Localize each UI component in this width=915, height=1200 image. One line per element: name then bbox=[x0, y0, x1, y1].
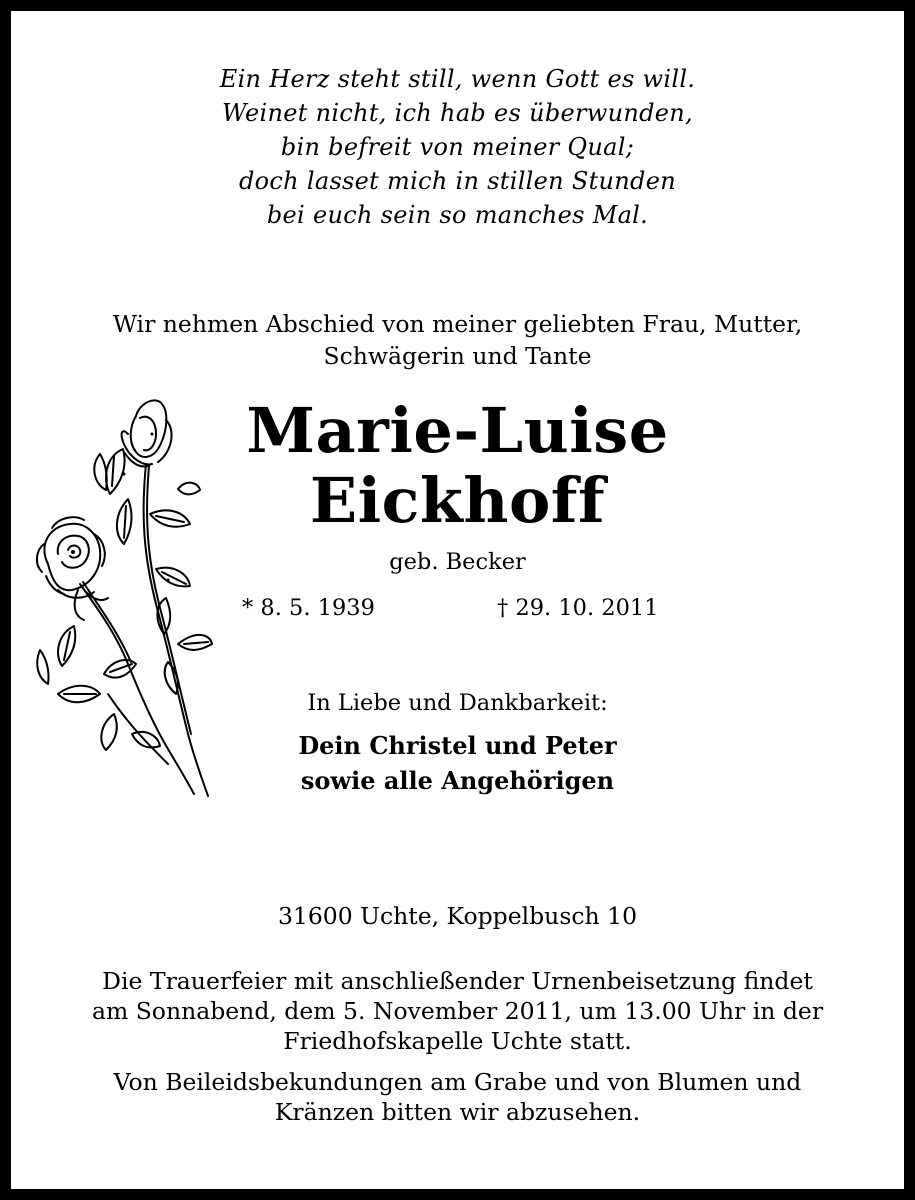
address: 31600 Uchte, Koppelbusch 10 bbox=[277, 902, 638, 930]
signer-line: Dein Christel und Peter bbox=[298, 731, 617, 760]
deceased-last-name: Eickhoff bbox=[309, 464, 606, 537]
poem-line: bin befreit von meiner Qual; bbox=[280, 133, 635, 161]
ceremony-line: Die Trauerfeier mit anschließender Urnenbeisetzung findet bbox=[102, 967, 813, 995]
request-line: Kränzen bitten wir abzusehen. bbox=[274, 1098, 641, 1126]
poem-line: doch lasset mich in stillen Stunden bbox=[239, 167, 676, 195]
maiden-name: geb. Becker bbox=[389, 549, 526, 575]
death-date: † 29. 10. 2011 bbox=[497, 595, 659, 621]
thanks-label: In Liebe und Dankbarkeit: bbox=[307, 690, 608, 716]
poem-line: Ein Herz steht still, wenn Gott es will. bbox=[219, 65, 696, 93]
poem-line: bei euch sein so manches Mal. bbox=[266, 201, 649, 229]
deceased-first-name: Marie-Luise bbox=[246, 394, 669, 467]
ceremony-line: am Sonnabend, dem 5. November 2011, um 13.00 Uhr in der bbox=[91, 997, 824, 1025]
signer-line: sowie alle Angehörigen bbox=[300, 766, 615, 795]
farewell-intro: Wir nehmen Abschied von meiner geliebten Frau, Mutter, bbox=[112, 310, 803, 338]
ceremony-line: Friedhofskapelle Uchte statt. bbox=[283, 1027, 632, 1055]
farewell-intro-relation: Schwägerin und Tante bbox=[323, 342, 592, 370]
request-line: Von Beileidsbekundungen am Grabe und von Blumen und bbox=[113, 1068, 802, 1096]
poem-line: Weinet nicht, ich hab es überwunden, bbox=[222, 99, 693, 127]
birth-date: * 8. 5. 1939 bbox=[242, 595, 375, 621]
